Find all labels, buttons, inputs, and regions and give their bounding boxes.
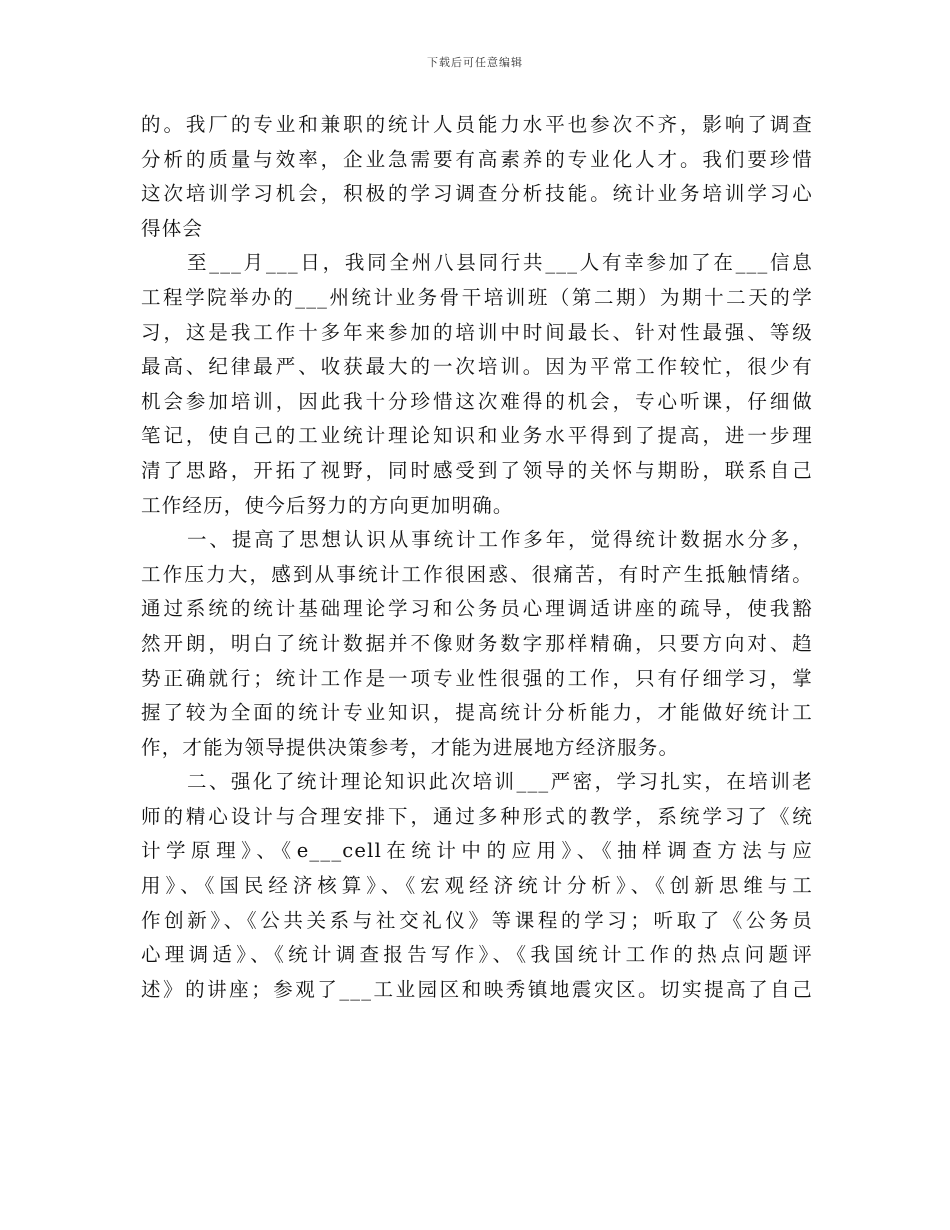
text-line: 工作经历，使今后努力的方向更加明确。 (141, 493, 514, 517)
text-line: 的。我厂的专业和兼职的统计人员能力水平也参次不齐，影响了调查 (141, 113, 813, 136)
text-line: 清了思路，开拓了视野，同时感受到了领导的关怀与期盼，联系自己 (141, 458, 813, 482)
text-line: 笔记，使自己的工业统计理论知识和业务水平得到了提高，进一步理 (141, 424, 813, 448)
text-line: 心理调适》、《统计调查报告写作》、《我国统计工作的热点问题评 (141, 943, 813, 967)
text-line: 用》、《国民经济核算》、《宏观经济统计分析》、《创新思维与工 (141, 874, 813, 898)
text-line: 作创新》、《公共关系与社交礼仪》等课程的学习；听取了《公务员 (141, 908, 813, 932)
text-line: 计学原理》、《e___cell在统计中的应用》、《抽样调查方法与应 (141, 839, 813, 863)
paragraph-start-line: 二、强化了统计理论知识此次培训___严密，学习扎实，在培训老 (187, 770, 813, 794)
text-line: 习，这是我工作十多年来参加的培训中时间最长、针对性最强、等级 (141, 320, 813, 344)
text-line: 最高、纪律最严、收获最大的一次培训。因为平常工作较忙，很少有 (141, 355, 813, 379)
text-line: 握了较为全面的统计专业知识，提高统计分析能力，才能做好统计工 (141, 701, 813, 725)
text-line: 分析的质量与效率，企业急需要有高素养的专业化人才。我们要珍惜 (141, 147, 813, 171)
text-line: 机会参加培训，因此我十分珍惜这次难得的机会，专心听课，仔细做 (141, 389, 813, 413)
text-line: 作，才能为领导提供决策参考，才能为进展地方经济服务。 (141, 735, 680, 759)
text-line: 述》的讲座；参观了___工业园区和映秀镇地震灾区。切实提高了自己 (141, 977, 813, 1001)
paragraph-start-line: 一、提高了思想认识从事统计工作多年，觉得统计数据水分多， (187, 528, 813, 552)
text-line: 师的精心设计与合理安排下，通过多种形式的教学，系统学习了《统 (141, 804, 813, 828)
paragraph-start-line: 至___月___日，我同全州八县同行共___人有幸参加了在___信息 (187, 251, 813, 275)
text-line: 然开朗，明白了统计数据并不像财务数字那样精确，只要方向对、趋 (141, 631, 813, 655)
header-note: 下载后可任意编辑 (427, 56, 523, 69)
text-line: 得体会 (141, 216, 204, 240)
document-body (141, 108, 813, 1007)
text-line: 通过系统的统计基础理论学习和公务员心理调适讲座的疏导，使我豁 (141, 597, 813, 621)
text-line: 工作压力大，感到从事统计工作很困惑、很痛苦，有时产生抵触情绪。 (141, 562, 813, 586)
text-line: 工程学院举办的___州统计业务骨干培训班（第二期）为期十二天的学 (141, 285, 813, 309)
text-line: 势正确就行；统计工作是一项专业性很强的工作，只有仔细学习，掌 (141, 666, 813, 690)
text-line: 这次培训学习机会，积极的学习调查分析技能。统计业务培训学习心 (141, 182, 813, 206)
